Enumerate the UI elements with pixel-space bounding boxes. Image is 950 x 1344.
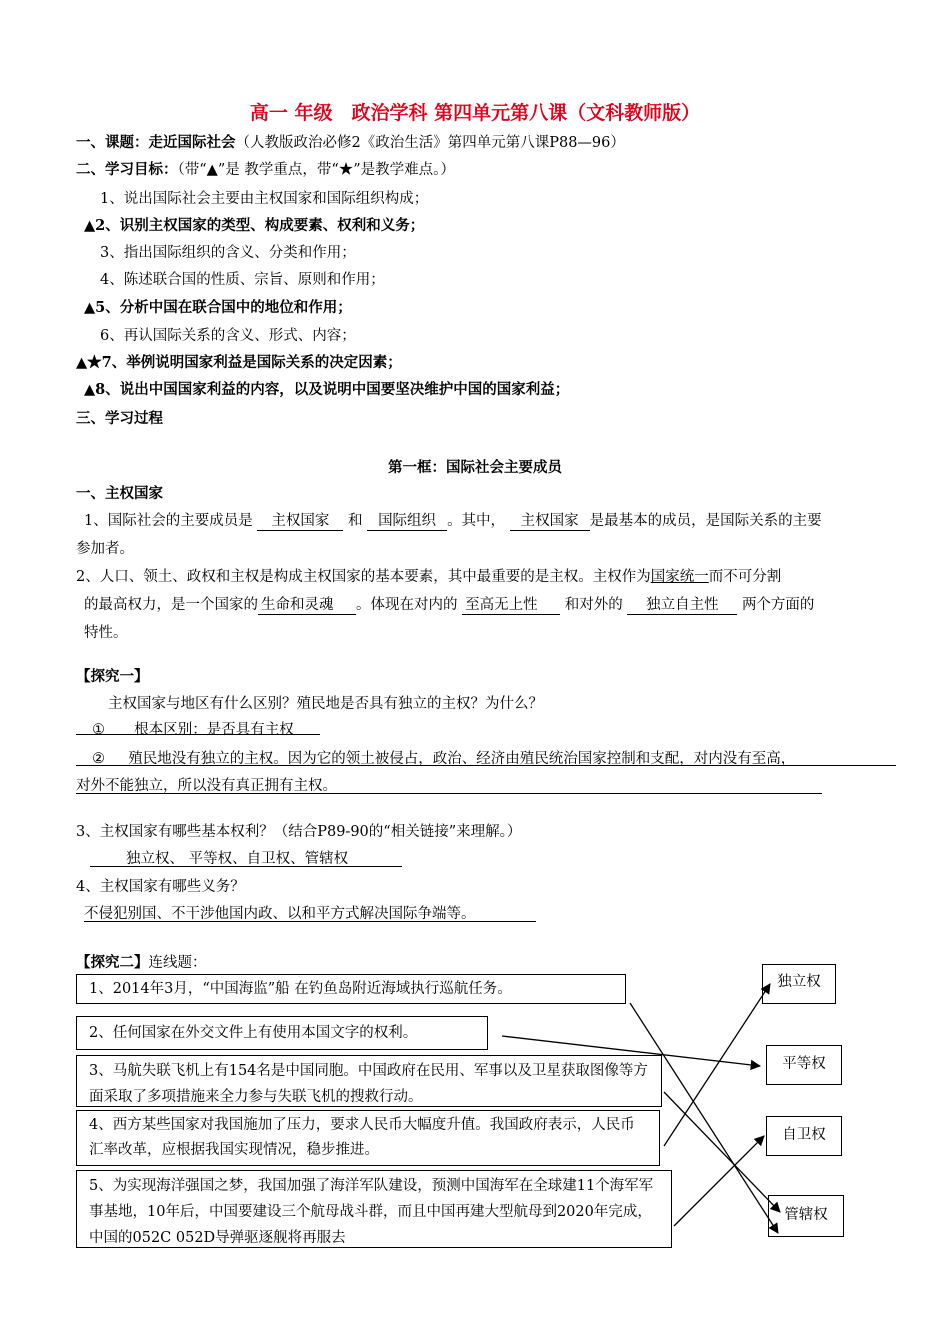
explore-1-label: 【探究一】 <box>76 668 149 685</box>
answer-text: 殖民地没有独立的主权。因为它的领土被侵占，政治、经济由殖民统治国家控制和支配，对内没有至高， <box>128 751 796 767</box>
goal-item: ▲8、说出中国国家利益的内容，以及说明中国要坚决维护中国的国家利益； <box>84 381 570 398</box>
text: 两个方面的 <box>741 597 815 613</box>
case-text: 5、为实现海洋强国之梦，我国加强了海洋军队建设，预测中国海军在全球建11个海军军事基地，10年后，中国要建设三个航母战斗群，而且中国再建大型航母到2020年完成，中国的052C 052D导弹驱逐舰将再服去 <box>89 1178 654 1246</box>
explore-2-type: 连线题： <box>148 955 207 971</box>
blank-answer: 主权国家 <box>257 513 343 531</box>
frame-title: 第一框：国际社会主要成员 <box>388 459 562 476</box>
blank-answer: 主权国家 <box>510 513 590 531</box>
goal-item: 1、说出国际社会主要由主权国家和国际组织构成； <box>100 191 429 207</box>
right-label: 平等权 <box>782 1056 826 1072</box>
line-case1-jurisdiction <box>630 1003 778 1233</box>
blank-answer: 国际组织 <box>367 513 447 531</box>
answer-number: ② <box>92 751 105 767</box>
line-case3-jurisdiction <box>664 1092 780 1212</box>
case-text: 4、西方某些国家对我国施加了压力，要求人民币大幅度升值。我国政府表示，人民币汇率改革，应根据我国实现情况，稳步推进。 <box>89 1117 635 1158</box>
blank-answer: 独立自主性 <box>627 597 737 615</box>
goal-item: ▲5、分析中国在联合国中的地位和作用； <box>84 299 352 316</box>
section-process: 三、学习过程 <box>76 410 163 427</box>
goal-item: 4、陈述联合国的性质、宗旨、原则和作用； <box>100 272 385 288</box>
blank-answer: 至高无上性 <box>462 597 560 615</box>
question-3: 3、主权国家有哪些基本权利？（结合P89-90的“相关链接”来理解。） <box>76 824 522 840</box>
page-title: 高一 年级 政治学科 第四单元第八课（文科教师版） <box>249 102 701 124</box>
case-text: 3、马航失联飞机上有154名是中国同胞。中国政府在民用、军事以及卫星获取图像等方面采取了多项措施来全力参与失联飞机的搜救行动。 <box>89 1063 648 1105</box>
text: 而不可分割 <box>708 569 782 585</box>
text: 。其中， <box>447 513 506 529</box>
text: 1、国际社会的主要成员是 <box>84 513 253 529</box>
goal-item: 3、指出国际组织的含义、分类和作用； <box>100 245 356 261</box>
topic-label: 一、课题：走近国际社会 <box>76 134 236 151</box>
question-4: 4、主权国家有哪些义务？ <box>76 879 245 895</box>
paragraph-1-cont: 参加者。 <box>76 541 134 557</box>
right-label: 管辖权 <box>784 1207 828 1223</box>
right-label: 自卫权 <box>782 1127 826 1143</box>
blank-answer: 生命和灵魂 <box>258 597 356 615</box>
answer-4: 不侵犯别国、不干涉他国内政、以和平方式解决国际争端等。 <box>84 906 476 922</box>
case-text: 2、任何国家在外交文件上有使用本国文字的权利。 <box>89 1025 418 1041</box>
goal-item: 6、再认国际关系的含义、形式、内容； <box>100 328 356 344</box>
underlined-answer: 国家统一 <box>650 569 709 585</box>
right-label: 独立权 <box>777 974 821 990</box>
case-text: 1、2014年3月，“中国海监”船 在钓鱼岛附近海域执行巡航任务。 <box>89 981 512 997</box>
goal-item: ▲★7、举例说明国家利益是国际关系的决定因素； <box>76 354 402 371</box>
answer-text: 根本区别：是否具有主权 <box>134 722 294 738</box>
text: 和 <box>347 513 363 529</box>
goals-detail: （带“▲”是 教学重点，带“★”是教学难点。） <box>177 162 455 178</box>
text: 和对外的 <box>564 597 623 613</box>
text: 2、人口、领土、政权和主权是构成主权国家的基本要素，其中最重要的是主权。主权作为 <box>76 569 651 585</box>
paragraph-2-end: 特性。 <box>84 625 128 641</box>
explore-1-question: 主权国家与地区有什么区别？殖民地是否具有独立的主权？为什么？ <box>108 696 543 712</box>
topic-detail: （人教版政治必修2《政治生活》第四单元第八课P88—96） <box>235 135 625 151</box>
text: 是最基本的成员，是国际关系的主要 <box>589 513 822 529</box>
goal-item: ▲2、识别主权国家的类型、构成要素、权利和义务； <box>84 217 425 234</box>
text: 的最高权力，是一个国家的 <box>84 597 258 613</box>
answer-2-cont: 对外不能独立，所以没有真正拥有主权。 <box>76 778 337 794</box>
explore-2-label: 【探究二】 <box>76 954 149 971</box>
answer-number: ① <box>92 722 105 738</box>
goals-label: 二、学习目标： <box>76 161 178 178</box>
subsection-title: 一、主权国家 <box>76 485 163 502</box>
line-case2-equality <box>502 1036 760 1066</box>
answer-3: 独立权、 平等权、自卫权、管辖权 <box>126 851 349 867</box>
text: 。体现在对内的 <box>356 597 458 613</box>
